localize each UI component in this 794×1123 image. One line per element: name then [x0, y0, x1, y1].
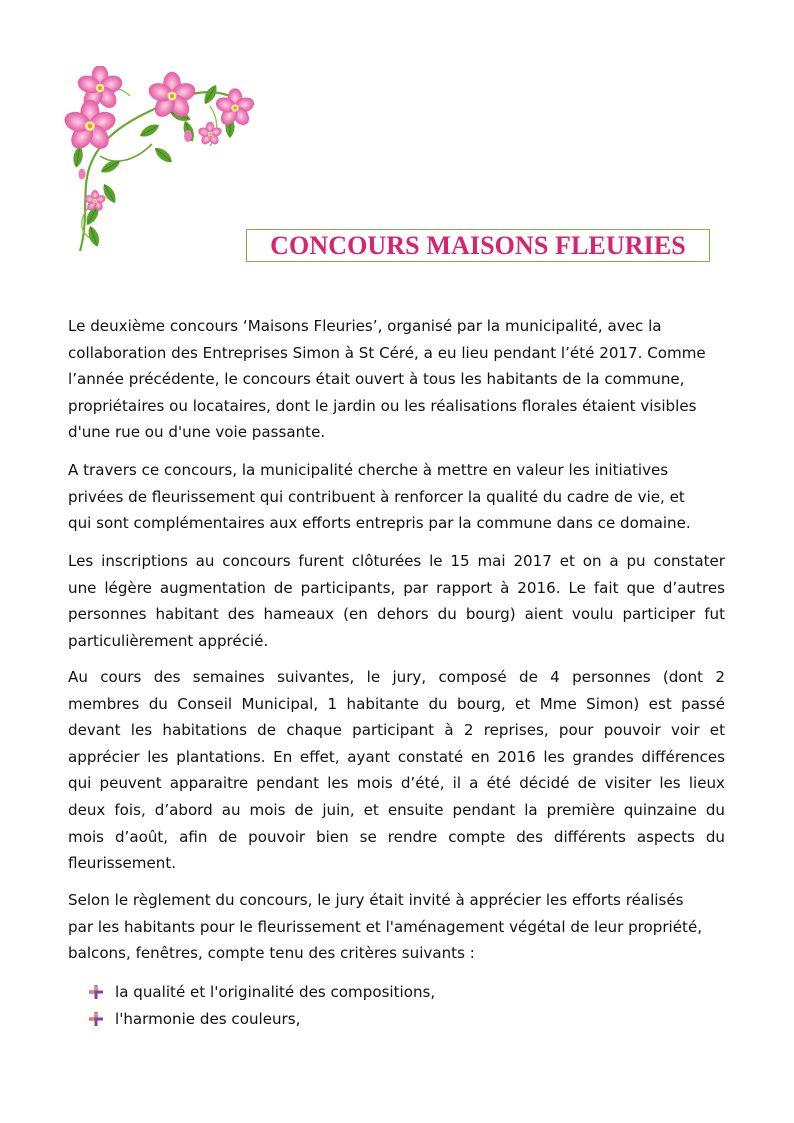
text-line: A travers ce concours, la municipalité cherche à mettre en valeur les initiatives: [68, 461, 669, 479]
pink-flower-corner-icon: [60, 66, 260, 256]
text-line: une légère augmentation de participants, par rapport à 2016. Le fait que d’autres: [68, 578, 725, 597]
text-line: particulièrement apprécié.: [68, 631, 269, 650]
text-line: deux fois, d’abord au mois de juin, et ensuite pendant la première quinzaine du: [68, 800, 725, 819]
text-line: d'une rue ou d'une voie passante.: [68, 423, 326, 442]
text-line: Selon le règlement du concours, le jury était invité à apprécier les efforts réalisés: [68, 891, 684, 909]
text-line: Les inscriptions au concours furent clôturées le 15 mai 2017 et on a pu constater: [68, 552, 725, 570]
list-item-text: l'harmonie des couleurs,: [115, 1009, 301, 1028]
paragraph-goal: [68, 457, 725, 537]
bullet-cross-icon: [88, 984, 104, 1000]
paragraph-rules: [68, 887, 725, 967]
text-line: qui peuvent apparaitre pendant les mois d’été, il a été décidé de visiter les lieux: [68, 774, 725, 793]
paragraph-registrations: [68, 548, 725, 654]
bullet-cross-icon: [88, 1011, 104, 1027]
list-item-text: la qualité et l'originalité des compositions,: [115, 983, 436, 1001]
text-line: propriétaires ou locataires, dont le jardin ou les réalisations florales étaient visibles: [68, 396, 697, 415]
text-line: devant les habitations de chaque participant à 2 reprises, pour pouvoir voir et: [68, 721, 725, 740]
list-item: [88, 979, 435, 1006]
text-line: balcons, fenêtres, compte tenu des critères suivants :: [68, 944, 475, 963]
text-line: mois d’août, afin de pouvoir bien se rendre compte des différents aspects du: [68, 827, 725, 846]
text-line: Au cours des semaines suivantes, le jury, composé de 4 personnes (dont 2: [68, 668, 725, 686]
text-line: par les habitants pour le fleurissement et l'aménagement végétal de leur propriété,: [68, 917, 703, 936]
text-line: qui sont complémentaires aux efforts entrepris par la commune dans ce domaine.: [68, 514, 691, 533]
list-item: [88, 1006, 435, 1033]
text-line: apprécier les plantations. En effet, ayant constaté en 2016 les grandes différences: [68, 747, 725, 766]
page-title: CONCOURS MAISONS FLEURIES: [270, 230, 686, 260]
criteria-list: [88, 979, 435, 1032]
text-line: membres du Conseil Municipal, 1 habitante du bourg, et Mme Simon) est passé: [68, 694, 725, 713]
text-line: Le deuxième concours ‘Maisons Fleuries’, organisé par la municipalité, avec la: [68, 317, 662, 335]
text-line: privées de fleurissement qui contribuent à renforcer la qualité du cadre de vie, et: [68, 487, 685, 506]
text-line: collaboration des Entreprises Simon à St Céré, a eu lieu pendant l’été 2017. Comme: [68, 343, 706, 362]
text-line: personnes habitant des hameaux (en dehors du bourg) aient voulu participer fut: [68, 605, 725, 624]
text-line: fleurissement.: [68, 854, 177, 873]
text-line: l’année précédente, le concours était ouvert à tous les habitants de la commune,: [68, 370, 685, 389]
paragraph-jury: [68, 664, 725, 877]
paragraph-intro: [68, 313, 725, 446]
title-box: [246, 229, 710, 262]
